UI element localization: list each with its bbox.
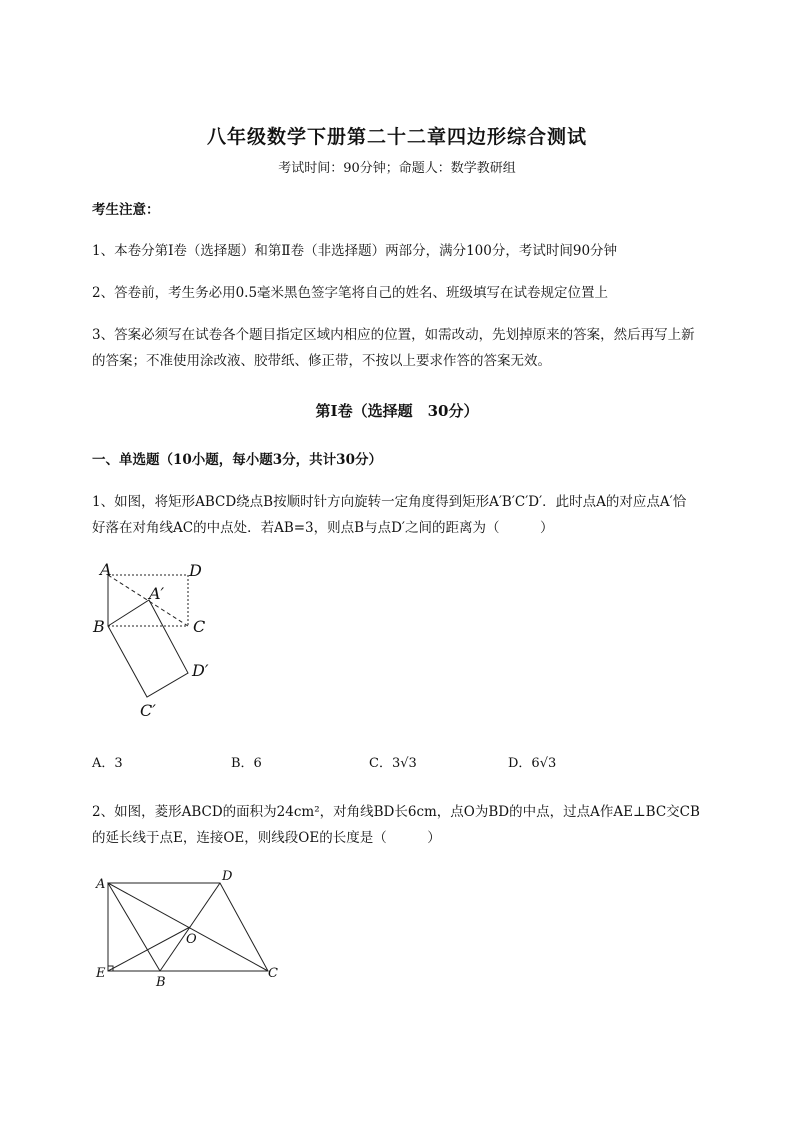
q2-figure	[90, 865, 290, 995]
q2-label-a: A	[96, 877, 106, 892]
q1-label-a: A	[100, 560, 112, 579]
notice-item-3-cont: 的答案；不准使用涂改液、胶带纸、修正带，不按以上要求作答的答案无效。	[92, 353, 551, 369]
q1-label-d-prime: D′	[192, 661, 209, 680]
q1-option-c[interactable]: C．3√3	[369, 756, 417, 771]
notice-item-1: 1、本卷分第I卷（选择题）和第Ⅱ卷（非选择题）两部分，满分100分，考试时间90分钟	[92, 243, 618, 259]
q2-line2: 的延长线于点E，连接OE，则线段OE的长度是（ ）	[92, 830, 441, 846]
q2-segment-oe	[108, 927, 190, 971]
part-heading: 一、单选题（10小题，每小题3分，共计30分）	[92, 452, 382, 468]
q2-label-b: B	[156, 975, 166, 990]
q1-line1: 1、如图，将矩形ABCD绕点B按顺时针方向旋转一定角度得到矩形A′B′C′D′．此时点A的对应点A′恰	[92, 494, 687, 510]
q2-label-d: D	[222, 869, 233, 884]
q1-option-b[interactable]: B．6	[231, 756, 262, 771]
q1-label-a-prime: A′	[149, 584, 165, 603]
q2-label-c: C	[268, 966, 278, 981]
section-title: 第I卷（选择题 30分）	[315, 402, 479, 420]
q1-label-c-prime: C′	[140, 701, 156, 720]
q2-label-o: O	[186, 932, 197, 947]
page-subtitle: 考试时间：90分钟；命题人：数学教研组	[278, 161, 516, 176]
page-title: 八年级数学下册第二十二章四边形综合测试	[206, 126, 587, 148]
q1-label-b: B	[93, 617, 105, 636]
q1-label-d: D	[189, 561, 202, 580]
q2-label-e: E	[96, 966, 106, 981]
notice-heading: 考生注意：	[92, 202, 160, 218]
notice-item-2: 2、答卷前，考生务必用0.5毫米黑色签字笔将自己的姓名、班级填写在试卷规定位置上	[92, 285, 609, 301]
q1-rotated-rect	[108, 600, 188, 697]
q1-option-a[interactable]: A．3	[92, 756, 123, 771]
q2-line1: 2、如图，菱形ABCD的面积为24cm²，对角线BD长6cm，点O为BD的中点，过点A作AE⊥BC交CB	[92, 804, 700, 820]
notice-item-3: 3、答案必须写在试卷各个题目指定区域内相应的位置，如需改动，先划掉原来的答案，然后再写上新	[92, 327, 695, 343]
q1-label-c: C	[193, 617, 206, 636]
q1-line2: 好落在对角线AC的中点处．若AB=3，则点B与点D′之间的距离为（ ）	[92, 520, 554, 536]
q1-option-d[interactable]: D．6√3	[508, 756, 557, 771]
q1-figure	[85, 555, 235, 725]
